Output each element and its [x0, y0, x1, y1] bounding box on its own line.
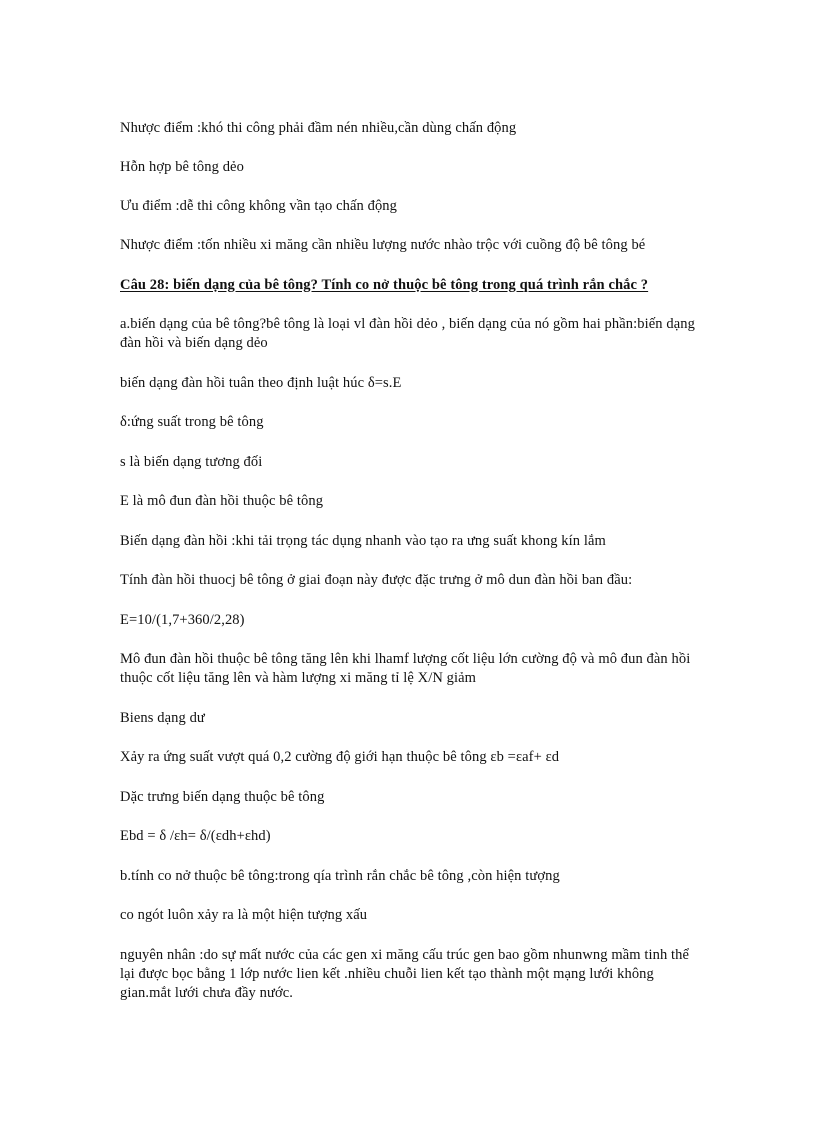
paragraph-12: Tính đàn hồi thuocj bê tông ở giai đoạn này được đặc trưng ở mô dun đàn hồi ban đầu: — [120, 571, 633, 588]
paragraph-9: s là biến dạng tương đối — [120, 453, 263, 470]
question-28-heading: Câu 28: biến dạng của bê tông? Tính co nở thuộc bê tông trong quá trình rắn chắc ? — [120, 276, 649, 293]
paragraph-11: Biến dạng đàn hồi :khi tải trọng tác dụng nhanh vào tạo ra ưng suất khong kín lắm — [120, 532, 606, 549]
paragraph-7: biến dạng đàn hồi tuân theo định luật húc δ=s.E — [120, 374, 402, 391]
paragraph-10: E là mô đun đàn hồi thuộc bê tông — [120, 492, 324, 509]
paragraph-16: Xảy ra ứng suất vượt quá 0,2 cường độ giới hạn thuộc bê tông εb =εaf+ εd — [120, 748, 560, 765]
paragraph-19: b.tính co nở thuộc bê tông:trong qía trình rắn chắc bê tông ,còn hiện tượng — [120, 867, 560, 884]
paragraph-13: E=10/(1,7+360/2,28) — [120, 611, 245, 628]
paragraph-17: Dặc trưng biến dạng thuộc bê tông — [120, 788, 325, 805]
paragraph-6: a.biến dạng của bê tông?bê tông là loại vl đàn hồi dẻo , biến dạng của nó gồm hai phần:biến dạng đàn hồi và biến dạng dẻo — [120, 315, 695, 351]
paragraph-2: Hỗn hợp bê tông dẻo — [120, 158, 244, 175]
paragraph-21: nguyên nhân :do sự mất nước của các gen xi măng cấu trúc gen bao gồm nhunwng mầm tinh thể lại được bọc bằng 1 lớp nước lien kết .nhiều chuỗi lien kết tạo thành một mạng lưới không gian.mắt lưới chưa đầy nước. — [120, 946, 690, 1001]
paragraph-20: co ngót luôn xảy ra là một hiện tượng xấu — [120, 906, 368, 923]
paragraph-18: Ebd = δ /εh= δ/(εdh+εhd) — [120, 827, 271, 844]
paragraph-4: Nhược điểm :tốn nhiều xi măng cần nhiều lượng nước nhào trộc với cuồng độ bê tông bé — [120, 236, 646, 253]
paragraph-15: Biens dạng dư — [120, 709, 205, 726]
paragraph-14: Mô đun đàn hồi thuộc bê tông tăng lên khi lhamf lượng cốt liệu lớn cường độ và mô đun đàn hồi thuộc cốt liệu tăng lên và hàm lượng xi măng tỉ lệ X/N giảm — [120, 650, 691, 686]
paragraph-3: Ưu điểm :dễ thi công không vần tạo chấn động — [120, 197, 397, 214]
paragraph-1: Nhược điểm :khó thi công phải đầm nén nhiều,cần dùng chấn động — [120, 119, 517, 136]
paragraph-8: δ:ứng suất trong bê tông — [120, 413, 264, 430]
